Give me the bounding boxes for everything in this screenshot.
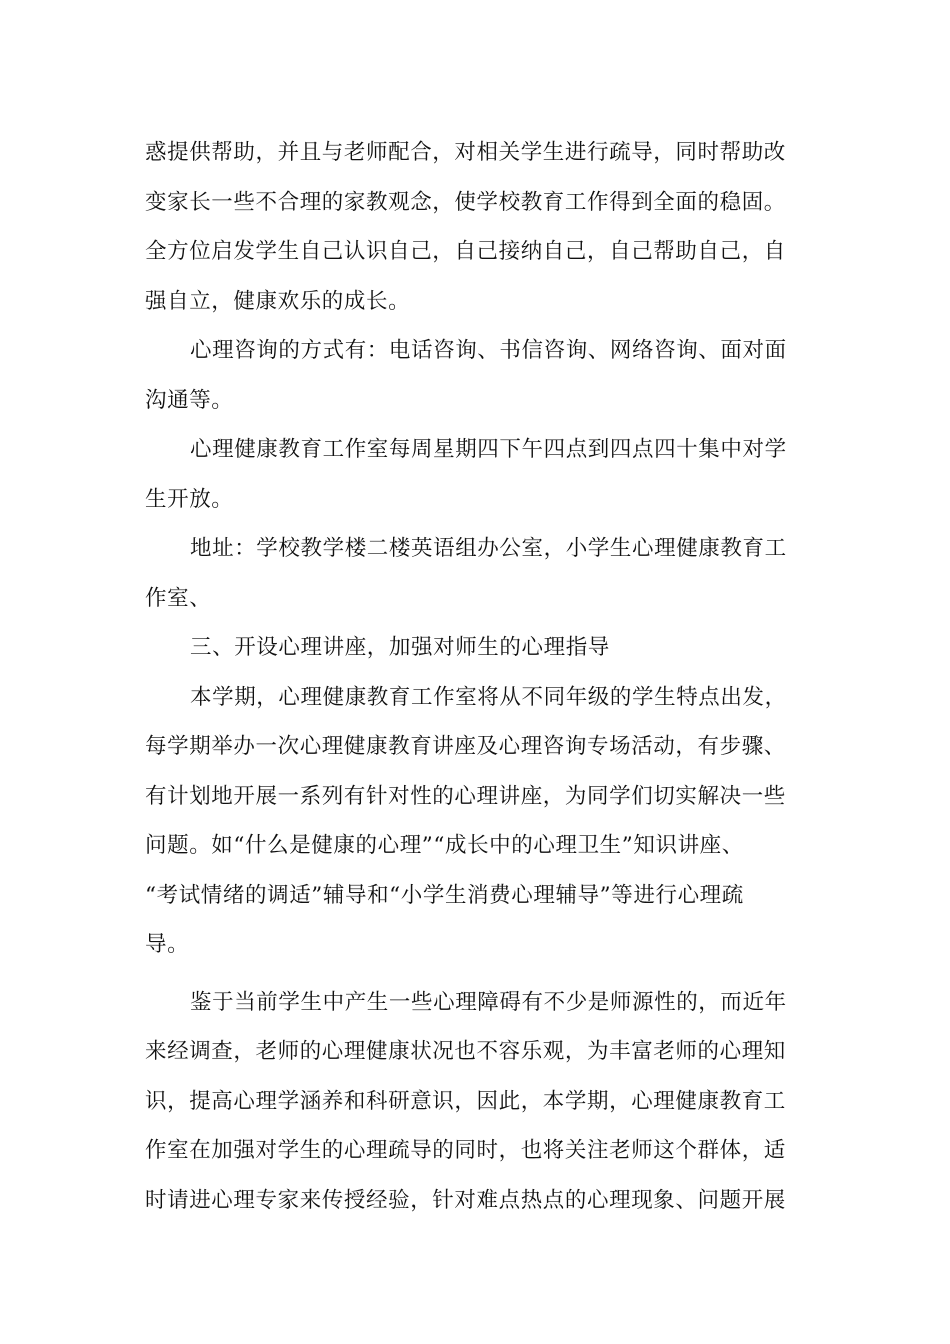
text-line: “考试情绪的调适”辅导和“小学生消费心理辅导”等进行心理疏 xyxy=(145,882,744,908)
text-line: 鉴于当前学生中产生一些心理障碍有不少是师源性的，而近年 xyxy=(190,989,787,1015)
text-line: 识，提高心理学涵养和科研意识，因此，本学期，心理健康教育工 xyxy=(145,1088,786,1114)
text-line: 三、开设心理讲座，加强对师生的心理指导 xyxy=(190,635,610,660)
text-line: 沟通等。 xyxy=(145,387,234,413)
text-line: 心理健康教育工作室每周星期四下午四点到四点四十集中对学 xyxy=(190,437,787,462)
text-line: 每学期举办一次心理健康教育讲座及心理咨询专场活动，有步骤、 xyxy=(145,734,786,759)
text-line: 生开放。 xyxy=(145,486,234,512)
text-line: 地址：学校教学楼二楼英语组办公室，小学生心理健康教育工 xyxy=(190,536,787,561)
text-line: 全方位启发学生自己认识自己，自己接纳自己，自己帮助自己，自 xyxy=(145,239,786,264)
text-line: 作室、 xyxy=(145,585,212,611)
text-line: 本学期，心理健康教育工作室将从不同年级的学生特点出发， xyxy=(190,684,787,710)
text-line: 有计划地开展一系列有针对性的心理讲座，为同学们切实解决一些 xyxy=(145,783,786,809)
text-line: 变家长一些不合理的家教观念，使学校教育工作得到全面的稳固。 xyxy=(145,189,786,215)
text-line: 问题。如“什么是健康的心理”“成长中的心理卫生”知识讲座、 xyxy=(145,833,744,858)
text-line: 导。 xyxy=(145,932,190,957)
text-line: 时请进心理专家来传授经验，针对难点热点的心理现象、问题开展 xyxy=(145,1187,786,1213)
text-line: 心理咨询的方式有：电话咨询、书信咨询、网络咨询、面对面 xyxy=(190,338,787,363)
text-line: 强自立，健康欢乐的成长。 xyxy=(145,288,411,314)
paragraph-gap xyxy=(145,970,810,978)
text-line: 作室在加强对学生的心理疏导的同时，也将关注老师这个群体，适 xyxy=(145,1138,786,1163)
document-body xyxy=(145,128,810,1225)
text-line: 惑提供帮助，并且与老师配合，对相关学生进行疏导，同时帮助改 xyxy=(145,140,786,165)
text-line: 来经调查，老师的心理健康状况也不容乐观，为丰富老师的心理知 xyxy=(145,1039,786,1064)
